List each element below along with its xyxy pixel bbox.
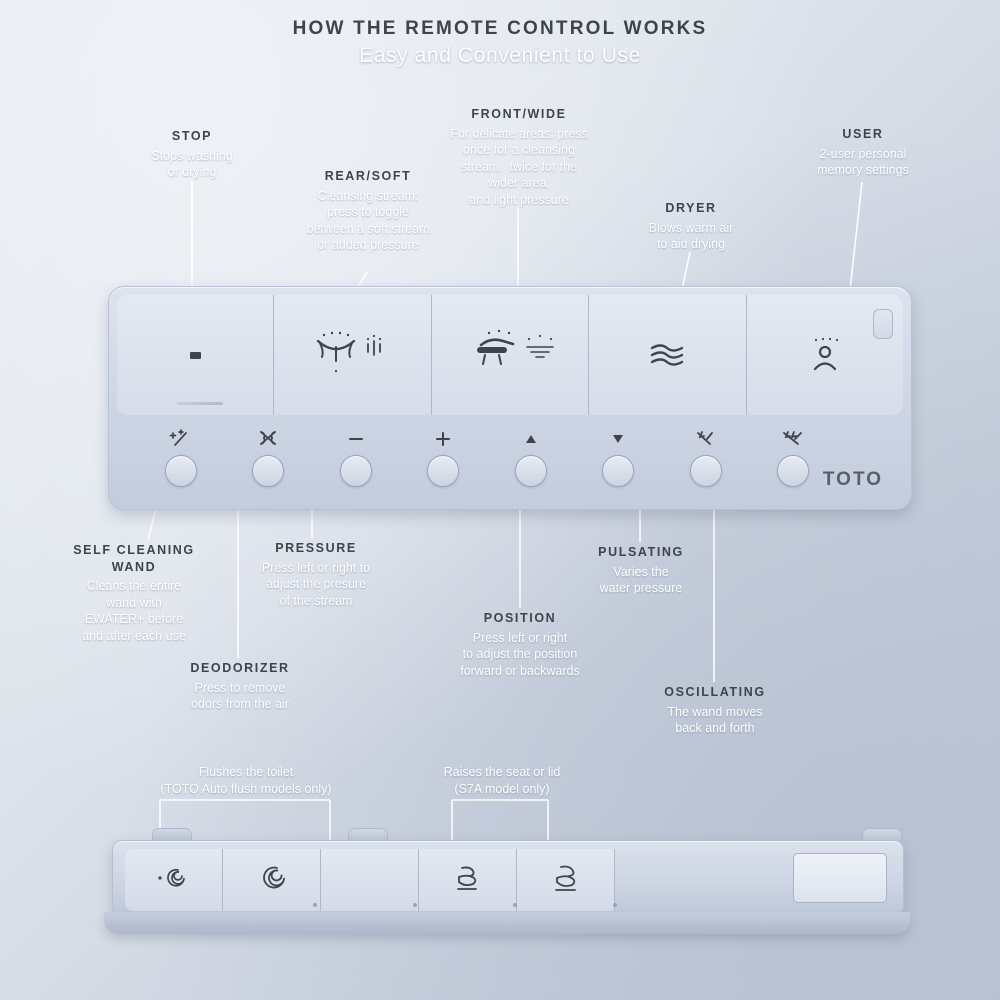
callout-body: Varies the water pressure <box>599 564 683 595</box>
callout-body: 2-user personal memory settings <box>817 146 909 177</box>
button-stop[interactable] <box>117 295 274 415</box>
button-position-down[interactable] <box>575 427 663 499</box>
pulsating-wand-icon <box>694 427 718 451</box>
knob[interactable] <box>515 455 547 487</box>
row-end-spacer <box>615 849 616 911</box>
base-dot <box>613 903 617 907</box>
fan-icon <box>256 427 280 451</box>
plus-icon <box>432 427 454 451</box>
callout-body: For delicate areas: press once for a cleansing stream, twice for the wider area, and light pressure <box>450 126 588 207</box>
callout-body: The wand moves back and forth <box>667 704 763 735</box>
secondary-button-row <box>137 427 837 499</box>
callout-heading: DEODORIZER <box>190 661 290 675</box>
callout-stop <box>112 128 272 181</box>
minus-icon <box>345 427 367 451</box>
button-rear-soft[interactable] <box>274 295 431 415</box>
base-dot <box>313 903 317 907</box>
lower-remote-base <box>104 912 910 934</box>
button-flush-small[interactable] <box>125 849 223 911</box>
callout-heading: DRYER <box>665 201 717 215</box>
callout-body: Cleans the entire wand with EWATER+ before and after each use <box>82 579 186 643</box>
callout-dryer <box>612 200 770 253</box>
button-position-up[interactable] <box>487 427 575 499</box>
button-pressure-plus[interactable] <box>400 427 488 499</box>
callout-heading: PULSATING <box>598 545 684 559</box>
knob[interactable] <box>777 455 809 487</box>
callout-user <box>780 126 946 179</box>
knob[interactable] <box>252 455 284 487</box>
button-flush-large[interactable] <box>223 849 321 911</box>
callout-pulsating <box>562 544 720 597</box>
button-user[interactable] <box>747 295 903 415</box>
oscillating-wand-icon <box>780 427 806 451</box>
page-title: HOW THE REMOTE CONTROL WORKS <box>292 18 708 39</box>
callout-body: Press to remove odors from the air <box>191 680 289 711</box>
display-panel-icon <box>793 853 887 903</box>
callout-body: Flushes the toilet (TOTO Auto flush models only) <box>160 765 332 796</box>
triangle-down-icon <box>608 427 628 451</box>
dryer-waves-icon <box>644 338 690 372</box>
callout-seat-lid <box>414 764 590 797</box>
callout-body: Blows warm air to aid drying <box>648 220 734 251</box>
rear-spray-icon <box>298 327 408 383</box>
swirl-large-icon <box>252 861 292 900</box>
callout-body: Press left or right to adjust the position forward or backwards <box>460 630 580 678</box>
callout-heading: USER <box>842 127 884 141</box>
knob[interactable] <box>427 455 459 487</box>
callout-body: Cleansing stream: press to toggle between a soft stream or added pressure <box>306 188 430 252</box>
callout-flush <box>130 764 362 797</box>
callout-deodorizer <box>152 660 328 713</box>
callout-oscillating <box>636 684 794 737</box>
remote-corner-tab <box>873 309 893 339</box>
page-subtitle: Easy and Convenient to Use <box>359 44 641 67</box>
button-self-cleaning-wand[interactable] <box>137 427 225 499</box>
button-pulsating[interactable] <box>662 427 750 499</box>
lower-remote-body <box>112 840 904 920</box>
button-deodorizer[interactable] <box>225 427 313 499</box>
base-dot <box>413 903 417 907</box>
lower-button-row <box>125 849 616 911</box>
callout-heading: FRONT/WIDE <box>471 107 567 121</box>
base-dot <box>513 903 517 907</box>
triangle-up-icon <box>521 427 541 451</box>
button-dryer[interactable] <box>589 295 746 415</box>
user-person-icon <box>803 333 847 377</box>
seat-up-icon <box>548 862 584 899</box>
button-pressure-minus[interactable] <box>312 427 400 499</box>
button-front-wide[interactable] <box>432 295 589 415</box>
callout-body: Raises the seat or lid (S7A model only) <box>443 765 561 796</box>
callout-heading: PRESSURE <box>275 541 357 555</box>
callout-heading: STOP <box>171 129 213 143</box>
button-raise-seat[interactable] <box>517 849 615 911</box>
callout-heading: POSITION <box>483 611 557 625</box>
stop-underline-decoration <box>177 402 223 405</box>
swirl-small-icon <box>154 862 194 899</box>
knob[interactable] <box>340 455 372 487</box>
knob[interactable] <box>690 455 722 487</box>
sparkle-wand-icon <box>169 427 193 451</box>
primary-button-row <box>117 295 903 415</box>
callout-position <box>422 610 618 679</box>
callout-heading: REAR/SOFT <box>324 169 412 183</box>
callout-body: Press left or right to adjust the presure of the stream <box>261 560 371 608</box>
button-blank[interactable] <box>321 849 419 911</box>
lid-up-icon <box>450 862 486 899</box>
callout-pressure <box>228 540 404 609</box>
callout-heading: SELF CLEANING WAND <box>73 543 195 574</box>
callout-self-cleaning-wand <box>42 542 226 644</box>
callout-heading: OSCILLATING <box>664 685 766 699</box>
knob[interactable] <box>602 455 634 487</box>
button-raise-lid[interactable] <box>419 849 517 911</box>
brand-label: TOTO <box>822 469 883 490</box>
callout-front-wide <box>428 106 610 208</box>
front-wide-spray-icon <box>455 327 565 383</box>
knob[interactable] <box>165 455 197 487</box>
callout-body: Stops washing or drying <box>151 148 233 179</box>
remote-control-body <box>108 286 912 510</box>
stop-square-icon <box>182 342 208 368</box>
